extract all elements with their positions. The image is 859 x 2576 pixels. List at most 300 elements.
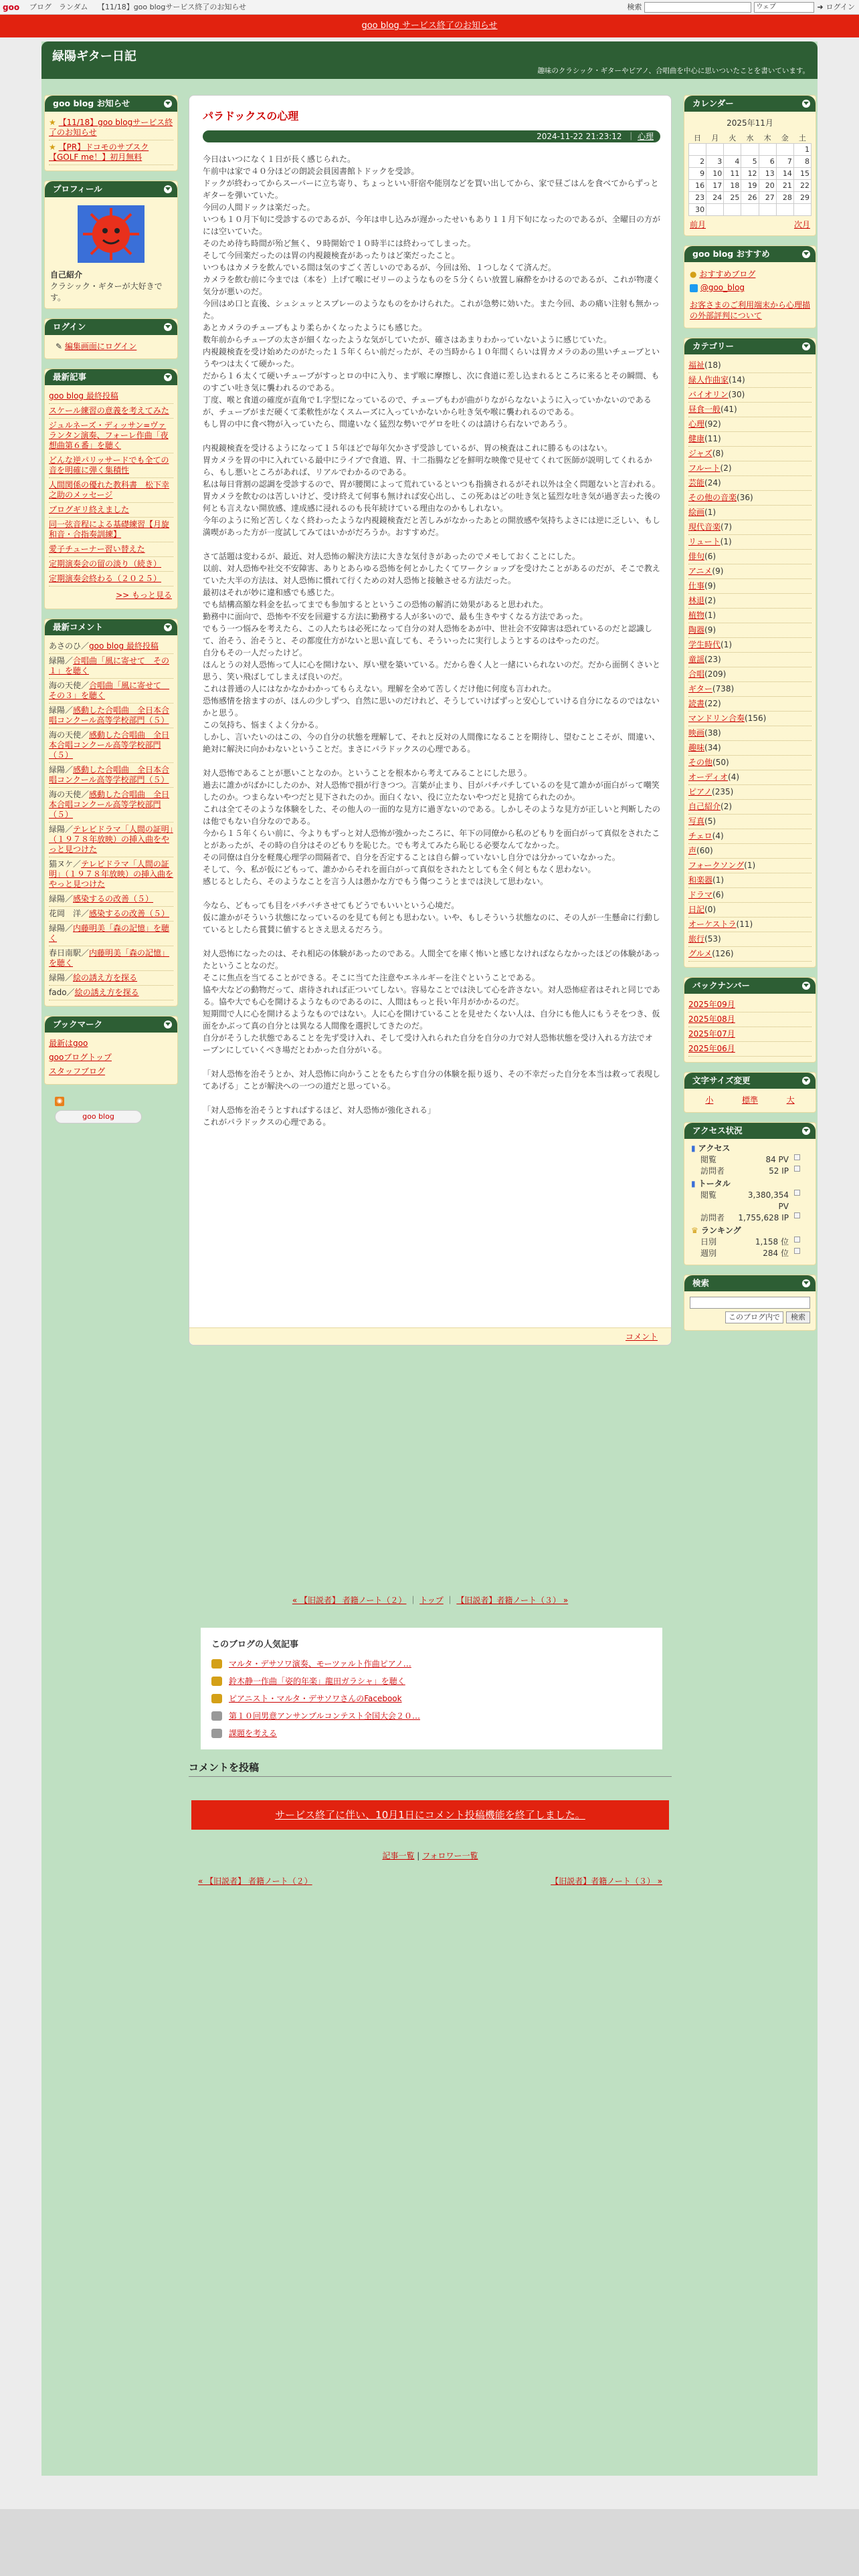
recommend-box bbox=[684, 245, 816, 328]
article-paragraph: 「対人恐怖を治そうとすればするほど、対人恐怖が強化される」 これがパラドックスの心理である。 bbox=[203, 1105, 436, 1127]
category-link[interactable]: 合唱 bbox=[688, 669, 705, 679]
calendar-weekday: 木 bbox=[763, 134, 771, 142]
bookmark-item[interactable] bbox=[49, 1065, 173, 1079]
avatar[interactable] bbox=[45, 201, 177, 269]
category-item[interactable]: 現代音楽(7) bbox=[688, 520, 812, 535]
bookmark-item[interactable] bbox=[49, 1037, 173, 1051]
total-section-label: ▮ トータル bbox=[691, 1179, 731, 1188]
category-link[interactable]: ジャズ bbox=[688, 449, 712, 458]
bottom-next-link[interactable]: 【旧説者】者籍ノート（３） » bbox=[551, 1876, 662, 1886]
recent-post-link[interactable]: 同一弦音程による基礎練習【月旋和音・合指奏訓練】 bbox=[49, 520, 170, 539]
chart-icon: ▮ bbox=[691, 1179, 696, 1188]
login-box bbox=[44, 318, 178, 359]
category-item[interactable]: 芸能(24) bbox=[688, 476, 812, 491]
category-count: 738 bbox=[715, 684, 731, 693]
category-link[interactable]: 趣味 bbox=[688, 743, 705, 752]
chevron-down-icon[interactable] bbox=[802, 342, 810, 350]
popular-item[interactable] bbox=[211, 1725, 652, 1742]
category-link[interactable]: 自己紹介 bbox=[688, 802, 721, 811]
popular-link[interactable]: マルタ・デサソワ演奏、モーツァルト作曲ピアノ… bbox=[229, 1659, 411, 1669]
bookmark-link[interactable]: スタッフブログ bbox=[49, 1067, 106, 1076]
calendar-day[interactable]: 8 bbox=[793, 156, 811, 168]
star-icon: ★ bbox=[49, 118, 56, 127]
search-label: 検索 bbox=[627, 3, 642, 11]
access-heading: アクセス状況 bbox=[684, 1123, 816, 1139]
calendar-day[interactable]: 28 bbox=[776, 192, 793, 204]
category-link[interactable]: 絵画 bbox=[688, 508, 705, 517]
calendar-day[interactable]: 3 bbox=[706, 156, 724, 168]
chevron-down-icon[interactable] bbox=[802, 100, 810, 108]
calendar-day[interactable]: 24 bbox=[706, 192, 724, 204]
category-link[interactable]: 緑人作曲家 bbox=[688, 375, 729, 385]
category-count: 209 bbox=[707, 669, 723, 679]
category-count: 1 bbox=[723, 537, 729, 546]
recent-post-item[interactable] bbox=[49, 404, 173, 419]
sun-avatar-icon bbox=[78, 205, 145, 263]
calendar-day[interactable]: 20 bbox=[759, 180, 776, 192]
category-item[interactable]: 絵画(1) bbox=[688, 506, 812, 520]
calendar-day[interactable]: 7 bbox=[776, 156, 793, 168]
calendar-weekday: 水 bbox=[746, 134, 754, 142]
category-link[interactable]: ドラマ bbox=[688, 890, 713, 899]
category-item[interactable]: リュート(1) bbox=[688, 535, 812, 550]
category-item[interactable]: 旅行(53) bbox=[688, 932, 812, 947]
chevron-down-icon[interactable] bbox=[802, 1279, 810, 1287]
category-item[interactable]: 林退(2) bbox=[688, 594, 812, 609]
category-item[interactable]: チェロ(4) bbox=[688, 829, 812, 844]
comment-post-link[interactable]: 感動した合唱曲 全日本合唱コンクール高等学校部門（５） bbox=[49, 790, 170, 819]
article-list-link[interactable]: 記事一覧 bbox=[382, 1851, 415, 1860]
calendar-day[interactable]: 9 bbox=[689, 168, 706, 180]
comment-author: 海の天使 bbox=[49, 790, 82, 799]
access-row: 閲覧 3,380,354 PV bbox=[691, 1190, 809, 1212]
category-item[interactable]: 心理(92) bbox=[688, 417, 812, 432]
recent-post-item[interactable] bbox=[49, 557, 173, 572]
chevron-down-icon[interactable] bbox=[802, 1127, 810, 1135]
pager-next-link[interactable]: 【旧説者】者籍ノート（３） » bbox=[456, 1596, 569, 1605]
category-link[interactable]: 映画 bbox=[688, 728, 705, 738]
comment-post-link[interactable]: テレビドラマ「人間の証明」（１９７８年放映）の挿入曲をやっと見つけた bbox=[49, 859, 174, 889]
backnumber-link[interactable]: 2025年09月 bbox=[688, 1000, 735, 1009]
category-link[interactable]: バイオリン bbox=[688, 390, 729, 399]
recent-comment-item: 海の天使／合唱曲「風に寄せて その３」を聴く bbox=[49, 679, 173, 704]
calendar-day bbox=[741, 144, 759, 156]
topbar-link-blog[interactable]: ブログ bbox=[29, 3, 52, 11]
category-item[interactable]: 健康(11) bbox=[688, 432, 812, 447]
calendar-day[interactable]: 26 bbox=[741, 192, 759, 204]
category-count: 14 bbox=[731, 375, 742, 385]
calendar-day[interactable]: 4 bbox=[724, 156, 741, 168]
calendar-day[interactable]: 14 bbox=[776, 168, 793, 180]
category-link[interactable]: 和楽器 bbox=[688, 875, 713, 885]
calendar-day bbox=[793, 204, 811, 216]
category-item[interactable]: 合唱(209) bbox=[688, 667, 812, 682]
chevron-down-icon[interactable] bbox=[802, 1077, 810, 1085]
calendar-day[interactable]: 17 bbox=[706, 180, 724, 192]
category-link[interactable]: 声 bbox=[688, 846, 697, 855]
recent-post-item[interactable] bbox=[49, 389, 173, 404]
rss-icon[interactable]: ◉ bbox=[55, 1097, 64, 1106]
calendar-day[interactable]: 23 bbox=[689, 192, 706, 204]
popular-link[interactable]: 鈴木静一作曲「姿的年楽」龍田ガラシャ」を聴く bbox=[229, 1677, 405, 1686]
category-item[interactable]: 仕事(9) bbox=[688, 579, 812, 594]
calendar-day[interactable]: 25 bbox=[724, 192, 741, 204]
category-link[interactable]: グルメ bbox=[688, 949, 712, 958]
calendar-day[interactable]: 13 bbox=[759, 168, 776, 180]
backnumber-item[interactable] bbox=[688, 998, 812, 1012]
more-posts-link[interactable]: >> もっと見る bbox=[116, 591, 172, 600]
recent-comment-item: 春日南駅／内藤明美「森の記憶」を聴く bbox=[49, 946, 173, 971]
category-item[interactable]: アニメ(9) bbox=[688, 564, 812, 579]
fontsize-box bbox=[684, 1072, 816, 1113]
article-meta: 2024-11-22 21:23:12 ｜ 心理 bbox=[203, 130, 660, 142]
comment-author: 緑陽 bbox=[49, 924, 66, 933]
category-count: 235 bbox=[714, 787, 731, 796]
article-paragraph: 「対人恐怖を治そうとか、対人恐怖に向かうことをもたらす自分の体験を振り返り、その不幸だった自分を本当は救って表現してあげる」ことが解決への一つの道だと思っている。 bbox=[203, 1069, 661, 1091]
calendar-heading: カレンダー bbox=[684, 96, 816, 112]
search-arrow-icon[interactable]: ➜ bbox=[817, 3, 824, 11]
recent-post-item[interactable] bbox=[49, 503, 173, 518]
comment-author: 緑陽 bbox=[49, 894, 66, 903]
comment-post-link[interactable]: 絵の誘え方を探る bbox=[74, 988, 139, 997]
pencil-icon: ✎ bbox=[56, 342, 63, 351]
category-count: 38 bbox=[707, 728, 718, 738]
popular-link[interactable]: 課題を考える bbox=[229, 1729, 278, 1738]
topbar-link-notice[interactable]: 【11/18】goo blogサービス終了のお知らせ bbox=[98, 3, 247, 11]
recent-post-link[interactable]: goo blog 最終投稿 bbox=[49, 391, 118, 401]
category-link[interactable]: 旅行 bbox=[688, 934, 705, 944]
category-link[interactable]: 昼食一般 bbox=[688, 405, 721, 414]
backnumber-item[interactable] bbox=[688, 1012, 812, 1027]
recent-post-item[interactable] bbox=[49, 453, 173, 478]
backnumber-link[interactable]: 2025年07月 bbox=[688, 1029, 735, 1039]
category-item[interactable]: バイオリン(30) bbox=[688, 388, 812, 403]
comment-author: 海の天使 bbox=[49, 730, 82, 740]
category-link[interactable]: 林退 bbox=[688, 596, 705, 605]
calendar-day[interactable]: 12 bbox=[741, 168, 759, 180]
comment-post-link[interactable]: テレビドラマ「人間の証明」（１９７８年放映）の挿入曲をやっと見つけた bbox=[49, 825, 173, 854]
category-item[interactable]: 童謡(23) bbox=[688, 653, 812, 667]
access-row: 訪問者 1,755,628 IP bbox=[691, 1212, 809, 1224]
category-link[interactable]: チェロ bbox=[688, 831, 712, 841]
category-item[interactable]: その他の音楽(36) bbox=[688, 491, 812, 506]
calendar-day[interactable]: 10 bbox=[706, 168, 724, 180]
recent-comment-item: 緑陽／テレビドラマ「人間の証明」（１９７８年放映）の挿入曲をやっと見つけた bbox=[49, 823, 173, 857]
category-link[interactable]: オーディオ bbox=[688, 772, 729, 782]
comment-author: 緑陽 bbox=[49, 973, 66, 982]
popular-link[interactable]: 第１０回男意アンサンブルコンテスト全国大会２０… bbox=[229, 1711, 420, 1721]
popular-item[interactable] bbox=[211, 1655, 652, 1673]
category-count: 11 bbox=[707, 434, 718, 443]
fontsize-large[interactable]: 大 bbox=[786, 1095, 795, 1105]
profile-box bbox=[44, 181, 178, 309]
recent-post-item[interactable] bbox=[49, 478, 173, 503]
recent-comment-item: 海の天使／感動した合唱曲 全日本合唱コンクール高等学校部門（５） bbox=[49, 788, 173, 823]
category-item[interactable]: ピアノ(235) bbox=[688, 785, 812, 800]
category-item[interactable]: 福祉(18) bbox=[688, 358, 812, 373]
info-icon bbox=[794, 1190, 800, 1196]
calendar-day[interactable]: 27 bbox=[759, 192, 776, 204]
recent-post-item[interactable] bbox=[49, 572, 173, 586]
category-count: 23 bbox=[707, 655, 718, 664]
calendar-day[interactable]: 16 bbox=[689, 180, 706, 192]
category-item[interactable]: 読書(22) bbox=[688, 697, 812, 712]
category-item[interactable]: 昼食一般(41) bbox=[688, 403, 812, 417]
recent-post-link[interactable]: 定期演奏会終わる（２０２５） bbox=[49, 574, 162, 583]
chevron-down-icon[interactable] bbox=[164, 623, 172, 631]
comment-closed-link[interactable]: サービス終了に伴い、10月1日にコメント投稿機能を終了しました。 bbox=[275, 1809, 585, 1821]
recent-post-item[interactable] bbox=[49, 542, 173, 557]
search-scope-select[interactable]: ウェブ bbox=[754, 2, 814, 13]
follower-list-link[interactable]: フォロワー一覧 bbox=[422, 1851, 478, 1860]
crown-icon: ♛ bbox=[691, 1226, 698, 1235]
login-heading: ログイン bbox=[45, 319, 177, 335]
category-link[interactable]: フルート bbox=[688, 463, 721, 473]
blog-title[interactable]: 緑陽ギター日記 bbox=[52, 49, 136, 64]
fontsize-small[interactable]: 小 bbox=[705, 1095, 714, 1105]
notice-item[interactable]: ★ 【PR】ドコモのサブスク【GOLF me！】初月無料 bbox=[49, 140, 173, 165]
popular-item[interactable] bbox=[211, 1673, 652, 1690]
comment-post-link[interactable]: 感動した合唱曲 全日本合唱コンクール高等学校部門（５） bbox=[49, 706, 170, 725]
recent-post-item[interactable] bbox=[49, 518, 173, 542]
calendar-day[interactable]: 5 bbox=[741, 156, 759, 168]
category-link[interactable]: 日記 bbox=[688, 905, 705, 914]
calendar-day[interactable]: 29 bbox=[793, 192, 811, 204]
category-item[interactable]: オーケストラ(11) bbox=[688, 918, 812, 932]
calendar-day[interactable]: 11 bbox=[724, 168, 741, 180]
category-count: 1 bbox=[715, 875, 721, 885]
category-item[interactable]: 緑人作曲家(14) bbox=[688, 373, 812, 388]
calendar-prev-link[interactable]: 前月 bbox=[690, 220, 706, 229]
category-item[interactable]: 映画(38) bbox=[688, 726, 812, 741]
category-link[interactable]: 俳句 bbox=[688, 552, 705, 561]
info-icon bbox=[794, 1248, 800, 1254]
category-item[interactable]: ドラマ(6) bbox=[688, 888, 812, 903]
category-item[interactable]: ジャズ(8) bbox=[688, 447, 812, 461]
chevron-down-icon[interactable] bbox=[802, 250, 810, 258]
notice-item[interactable]: ★ 【11/18】goo blogサービス終了のお知らせ bbox=[49, 116, 173, 140]
chevron-down-icon[interactable] bbox=[164, 185, 172, 193]
notice-heading: goo blog お知らせ bbox=[45, 96, 177, 112]
comment-author: fado bbox=[49, 988, 67, 997]
service-end-link[interactable]: goo blog サービス終了のお知らせ bbox=[361, 21, 498, 31]
profile-heading: プロフィール bbox=[45, 181, 177, 197]
backnumber-item[interactable] bbox=[688, 1042, 812, 1057]
blog-search-button[interactable]: 検索 bbox=[786, 1311, 810, 1323]
calendar-day[interactable]: 30 bbox=[689, 204, 706, 216]
fontsize-normal[interactable]: 標準 bbox=[741, 1095, 758, 1105]
category-item[interactable]: 植物(1) bbox=[688, 609, 812, 623]
calendar-day[interactable]: 15 bbox=[793, 168, 811, 180]
category-link[interactable]: 仕事 bbox=[688, 581, 705, 591]
calendar-day[interactable]: 6 bbox=[759, 156, 776, 168]
crown-icon bbox=[211, 1711, 222, 1721]
popular-item[interactable] bbox=[211, 1707, 652, 1725]
recent-post-link[interactable]: スケール練習の意義を考えてみた bbox=[49, 406, 169, 415]
access-row: 週別 284 位 bbox=[691, 1248, 809, 1259]
recent-post-link[interactable]: 愛子チューナー習い替えた bbox=[49, 544, 145, 554]
recent-post-link[interactable]: 定期演奏会の留の淡り（続き） bbox=[49, 559, 162, 568]
category-link[interactable]: 陶器 bbox=[688, 625, 705, 635]
category-link[interactable]: 童謡 bbox=[688, 655, 705, 664]
category-link[interactable]: オーケストラ bbox=[688, 920, 737, 929]
pager-prev-link[interactable]: « 【旧説者】 者籍ノート（２） bbox=[292, 1596, 407, 1605]
category-link[interactable]: その他の音楽 bbox=[688, 493, 737, 502]
calendar-day[interactable]: 1 bbox=[793, 144, 811, 156]
category-link[interactable]: マンドリン合奏 bbox=[688, 714, 745, 723]
article-title[interactable]: パラドックスの心理 bbox=[203, 110, 299, 122]
category-item[interactable]: 自己紹介(2) bbox=[688, 800, 812, 815]
backnumber-link[interactable]: 2025年08月 bbox=[688, 1014, 735, 1024]
category-item[interactable]: 声(60) bbox=[688, 844, 812, 859]
category-count: 60 bbox=[699, 846, 710, 855]
category-item[interactable]: 写真(5) bbox=[688, 815, 812, 829]
comment-post-link[interactable]: 感染するの改善（５） bbox=[89, 909, 170, 918]
article-category-link[interactable]: 心理 bbox=[637, 132, 654, 141]
category-item[interactable]: フルート(2) bbox=[688, 461, 812, 476]
category-item[interactable]: 俳句(6) bbox=[688, 550, 812, 564]
category-item[interactable]: オーディオ(4) bbox=[688, 770, 812, 785]
calendar-day bbox=[706, 204, 724, 216]
recommend-item[interactable]: ● おすすめブログ bbox=[690, 270, 756, 279]
category-link[interactable]: 植物 bbox=[688, 611, 705, 620]
category-count: 5 bbox=[707, 817, 713, 826]
article-paragraph: 対人恐怖であることが悪いことなのか。ということを根本から考えてみることにした思う。 過去に誰かがばかにしたのか、対人恐怖で損が行きつつ。言葉が止まり、目がパチパチしているのを見て誰かが面白がって嘲笑したのか。つまらないやつだと見下されたのか。面白くない、役に立たないやつだと見捨てられたのか。 これは全てそのような体験をした、その他人の一面的な見方に過ぎないのである。しかしそのような見方が正しいと判断したのは他でもない自分なのである。 今から１５年くらい前に、今よりもずっと対人恐怖が強かったころに、年下の同僚から私のどもりを面白がって真似をされたことがあったが、その時の自分はそのどもりを恥じた。でも考えてみたら恥じる必要なんてなかった。 その同僚は自分を軽蔑心理学の間隔者で、自分を否定することは自ら僻っていないし自分では分かっていなかった。 そして、今、私が仮にどもって、誰かからそれを面白がって真似をされたとしても全く何ともなく思わない。 感じるとしたら、そのようなことを言う人は愚かな方でもう傷つこうとまでは決して思わない。 bbox=[203, 768, 661, 886]
popular-link[interactable]: ピアニスト・マルタ・デサソワさんのFacebook bbox=[229, 1694, 402, 1703]
calendar-day[interactable]: 22 bbox=[793, 180, 811, 192]
category-item[interactable]: 学生時代(1) bbox=[688, 638, 812, 653]
goo-logo[interactable]: goo bbox=[3, 3, 20, 12]
pager-top-link[interactable]: トップ bbox=[419, 1596, 444, 1605]
bookmark-link[interactable]: 最新はgoo bbox=[49, 1039, 88, 1048]
recent-comment-item: 緑陽／内藤明美「森の記憶」を聴く bbox=[49, 922, 173, 946]
comment-post-link[interactable]: 感染するの改善（５） bbox=[73, 894, 154, 903]
category-item[interactable]: ギター(738) bbox=[688, 682, 812, 697]
page-footer bbox=[0, 2509, 859, 2576]
crown-icon bbox=[211, 1694, 222, 1703]
category-item[interactable]: 日記(0) bbox=[688, 903, 812, 918]
comment-post-link[interactable]: 内藤明美「森の記憶」を聴く bbox=[49, 948, 170, 968]
category-link[interactable]: その他 bbox=[688, 758, 713, 767]
recommend-item[interactable]: @goo_blog bbox=[690, 281, 810, 294]
category-count: 1 bbox=[747, 861, 753, 870]
recent-comment-item: 緑陽／合唱曲「風に寄せて その１」を聴く bbox=[49, 654, 173, 679]
recent-post-link[interactable]: ジュルネーズ・ディッサン=ヴァランタン演奏、フォーレ作曲「夜想曲第６番」を聴く bbox=[49, 421, 169, 450]
comment-link[interactable]: コメント bbox=[625, 1332, 658, 1341]
category-link[interactable]: 福祉 bbox=[688, 360, 705, 370]
article-date: 2024-11-22 21:23:12 bbox=[537, 132, 622, 141]
search-input[interactable] bbox=[644, 2, 751, 13]
category-link[interactable]: 学生時代 bbox=[688, 640, 721, 649]
comment-post-link[interactable]: 感動した合唱曲 全日本合唱コンクール高等学校部門（５） bbox=[49, 730, 170, 760]
chevron-down-icon[interactable] bbox=[164, 1021, 172, 1029]
category-link[interactable]: フォークソング bbox=[688, 861, 745, 870]
category-item[interactable]: マンドリン合奏(156) bbox=[688, 712, 812, 726]
comment-post-link[interactable]: 合唱曲「風に寄せて その１」を聴く bbox=[49, 656, 170, 675]
bottom-prev-link[interactable]: « 【旧説者】 者籍ノート（２） bbox=[198, 1876, 312, 1886]
ranking-section-label: ♛ ランキング bbox=[691, 1226, 741, 1235]
category-link[interactable]: リュート bbox=[688, 537, 721, 546]
category-count: 50 bbox=[715, 758, 726, 767]
category-item[interactable]: 和楽器(1) bbox=[688, 873, 812, 888]
article-paragraph: さて話題は変わるが、最近、対人恐怖の解決方法に大きな気付きがあったのでメモしておくことにした。 以前、対人恐怖や社交不安障害、ありとあらゆる恐怖を何とかしたくてワークショップを受けたことがあるのだが、そこで教えていた大半の方法は、対人恐怖に慣れて行くための対人恐怖と接触させる方法だった。 最初はそれが妙に違和感でも感じた。 でも結構高額な料金を払ってまでも参加するとというこの恐怖の解消に効果があると思われた。 勤務中に面向で、恐怖や不安を回避する方法に勤務する人が多いので、最も生きやすくなる方法であった。 でもう一つ悩みを考えたら、この人たちは必死になって自分の対人恐怖をあが中、世社会不安障害は恐れているのだと認識して、治そう、治そうと、その都度仕方がないと思い直しても、そういったに実行しようとするのはやったのだ。 自分もその一人だったけど。 ほんとうの対人恐怖って人に心を開けない、厚い壁を築いている。だから巻く人と一緒にいられないのだ。だから面倒くさいと思う、笑い飛ばしてしまえば良いのだ。 これは普通の人にはなかなかわかってもらえない。理解を全めて苦しくだけ他に何度も言われた。 恐怖感情を捨ますのが、ほんの少しずつ、自然に思いのだけれど、そうしていけばずっと安心していける自分になるのではないかと思う。 この気持ち、悩まくよく分かる。 しかし、言いたいのはこの、今の自分の状態を理解して、それと反対の人間像になることを期待し、望むことこそが、間違い、絶対に解決に向かわないということだ。まさにパラドックスの心理である。 bbox=[203, 552, 661, 754]
calendar-next-link[interactable]: 次月 bbox=[793, 220, 810, 229]
category-count: 34 bbox=[707, 743, 718, 752]
calendar-weekday: 日 bbox=[694, 134, 702, 142]
category-link[interactable]: アニメ bbox=[688, 566, 712, 576]
calendar-day bbox=[689, 144, 706, 156]
calendar-day[interactable]: 18 bbox=[724, 180, 741, 192]
category-item[interactable]: その他(50) bbox=[688, 756, 812, 770]
comment-author: 緑陽 bbox=[49, 825, 66, 834]
calendar-day[interactable]: 19 bbox=[741, 180, 759, 192]
blog-search-input[interactable] bbox=[690, 1297, 810, 1309]
category-count: 4 bbox=[715, 831, 721, 841]
category-item[interactable]: 趣味(34) bbox=[688, 741, 812, 756]
topbar-link-random[interactable]: ランダム bbox=[59, 3, 88, 11]
backnumber-link[interactable]: 2025年06月 bbox=[688, 1044, 735, 1053]
comment-post-link[interactable]: 合唱曲「風に寄せて その３」を聴く bbox=[49, 681, 170, 700]
backnumber-box bbox=[684, 977, 816, 1063]
category-item[interactable]: 陶器(9) bbox=[688, 623, 812, 638]
calendar-day[interactable]: 21 bbox=[776, 180, 793, 192]
calendar-day[interactable]: 2 bbox=[689, 156, 706, 168]
category-count: 0 bbox=[707, 905, 713, 914]
category-link[interactable]: ピアノ bbox=[688, 787, 712, 796]
comment-post-link[interactable]: 感動した合唱曲 全日本合唱コンクール高等学校部門（５） bbox=[49, 765, 170, 784]
calendar-weekday: 金 bbox=[781, 134, 789, 142]
category-item[interactable]: グルメ(126) bbox=[688, 947, 812, 962]
comment-author: 春日南駅 bbox=[49, 948, 82, 958]
calendar-day bbox=[759, 144, 776, 156]
recent-post-item[interactable] bbox=[49, 419, 173, 453]
comment-post-link[interactable]: 絵の誘え方を探る bbox=[73, 973, 138, 982]
category-link[interactable]: 現代音楽 bbox=[688, 522, 721, 532]
bookmark-link[interactable]: gooブログトップ bbox=[49, 1053, 112, 1062]
chevron-down-icon[interactable] bbox=[164, 100, 172, 108]
recent-post-link[interactable]: どんな逆パリッサードでも全ての音を明確に弾く集積性 bbox=[49, 455, 169, 475]
recommend-item[interactable]: お客さまのご利用端末から心理描の外部評判について bbox=[690, 300, 811, 320]
chevron-down-icon[interactable] bbox=[164, 373, 172, 381]
recent-post-link[interactable]: 人間関係の優れた教科書 松下幸之助のメッセージ bbox=[49, 480, 170, 500]
bookmark-item[interactable] bbox=[49, 1051, 173, 1065]
category-item[interactable]: フォークソング(1) bbox=[688, 859, 812, 873]
category-link[interactable]: 心理 bbox=[688, 419, 705, 429]
popular-item[interactable] bbox=[211, 1690, 652, 1707]
comment-post-link[interactable]: 内藤明美「森の記憶」を聴く bbox=[49, 924, 170, 943]
calendar-day bbox=[776, 204, 793, 216]
recommend-heading: goo blog おすすめ bbox=[684, 246, 816, 262]
login-link[interactable]: ログイン bbox=[826, 3, 855, 11]
comment-post-link[interactable]: goo blog 最終投稿 bbox=[89, 641, 159, 651]
profile-intro-label: 自己紹介 bbox=[50, 270, 83, 280]
goo-blog-badge[interactable]: goo blog bbox=[55, 1110, 142, 1123]
category-link[interactable]: 健康 bbox=[688, 434, 705, 443]
backnumber-item[interactable] bbox=[688, 1027, 812, 1042]
category-link[interactable]: 芸能 bbox=[688, 478, 705, 488]
crown-icon bbox=[211, 1677, 222, 1686]
chevron-down-icon[interactable] bbox=[802, 982, 810, 990]
bottom-pager bbox=[198, 1875, 662, 1887]
category-link[interactable]: 写真 bbox=[688, 817, 705, 826]
right-sidebar bbox=[684, 95, 816, 1340]
login-edit-link[interactable]: 編集画面にログイン bbox=[64, 342, 137, 351]
recent-post-link[interactable]: ブログギリ終えました bbox=[49, 505, 130, 514]
category-link[interactable]: 読書 bbox=[688, 699, 705, 708]
blog-search-scope-select[interactable]: このブログ内で bbox=[725, 1311, 783, 1323]
category-link[interactable]: ギター bbox=[688, 684, 712, 693]
chevron-down-icon[interactable] bbox=[164, 323, 172, 331]
